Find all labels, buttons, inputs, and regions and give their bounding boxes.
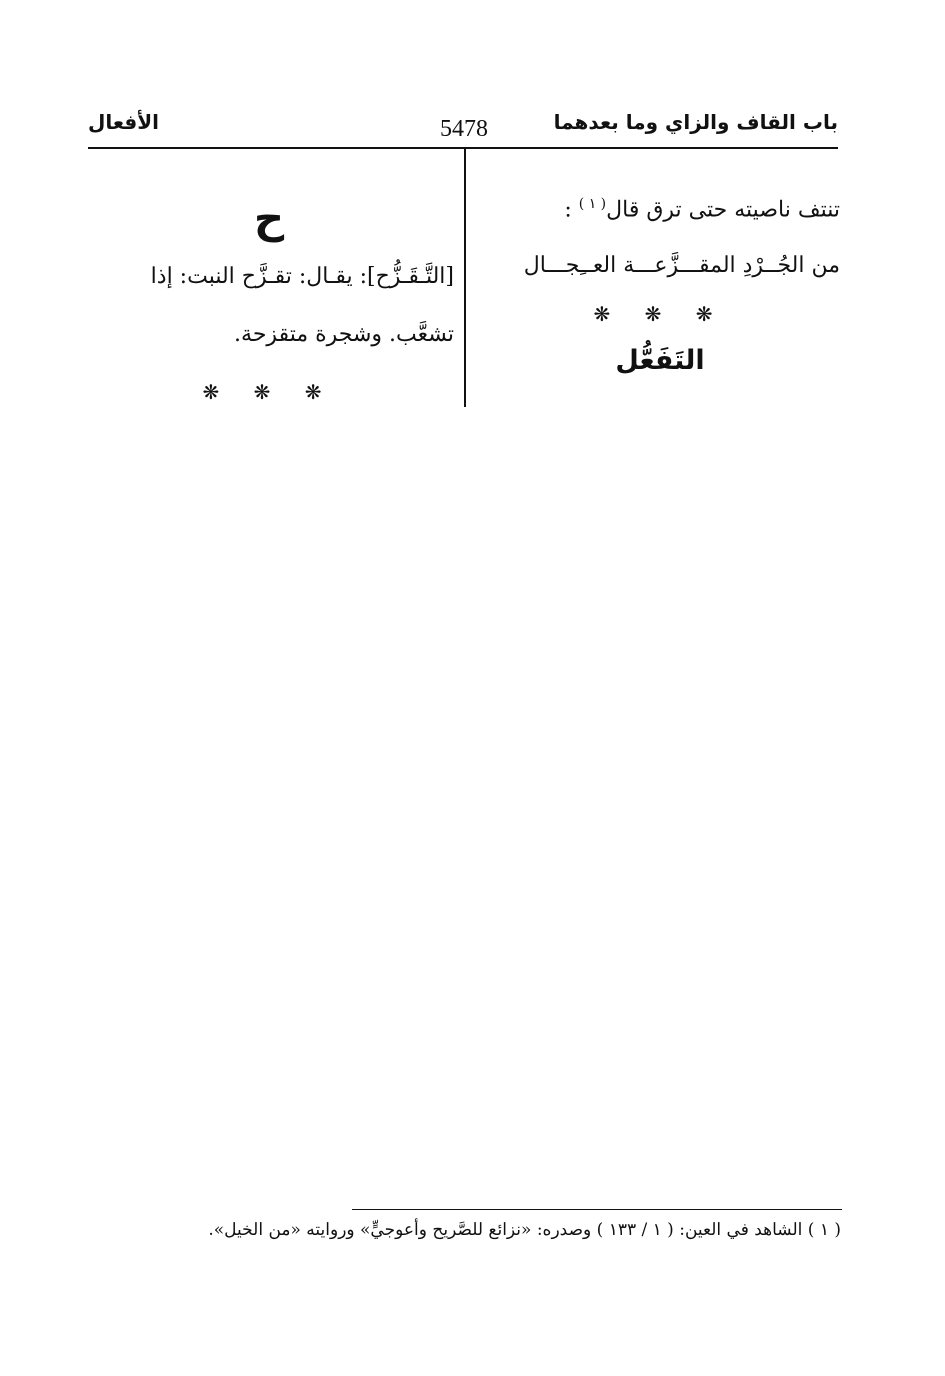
left-column (84, 188, 454, 420)
section-label: الأفعال (88, 110, 159, 134)
verse-line: من الجُــرْدِ المقـــزَّعـــة العــِجـــال (523, 253, 840, 279)
footnote-reference: ( ١ ) (578, 196, 607, 212)
entry-line: [التَّـقَـزُّح]: يقـال: تقـزَّح النبت: إذا (150, 264, 454, 289)
section-heading: التَفَعُّل (615, 345, 705, 377)
footnote: ( ١ ) الشاهد في العين: ( ١ / ١٣٣ ) وصدره: «نزائع للصَّريح وأعوجيٍّ» وروايته «من الخيل». (208, 1220, 841, 1240)
entry-line: تشعَّب. وشجرة متقزحة. (234, 322, 454, 347)
page-number: 5478 (440, 116, 488, 142)
header-rule (88, 147, 838, 149)
footnote-rule (352, 1209, 842, 1210)
separator-stars: ❋ ❋ ❋ (202, 380, 336, 404)
letter-heading: ح (253, 193, 285, 242)
text-line-end: : (564, 197, 579, 223)
chapter-title: باب القاف والزاي وما بعدهما (553, 110, 838, 134)
column-divider (464, 149, 466, 407)
separator-stars: ❋ ❋ ❋ (593, 302, 727, 327)
text-line-body: تنتف ناصيته حتى ترق قال (606, 197, 840, 223)
right-column (490, 176, 840, 388)
text-line (490, 176, 840, 238)
